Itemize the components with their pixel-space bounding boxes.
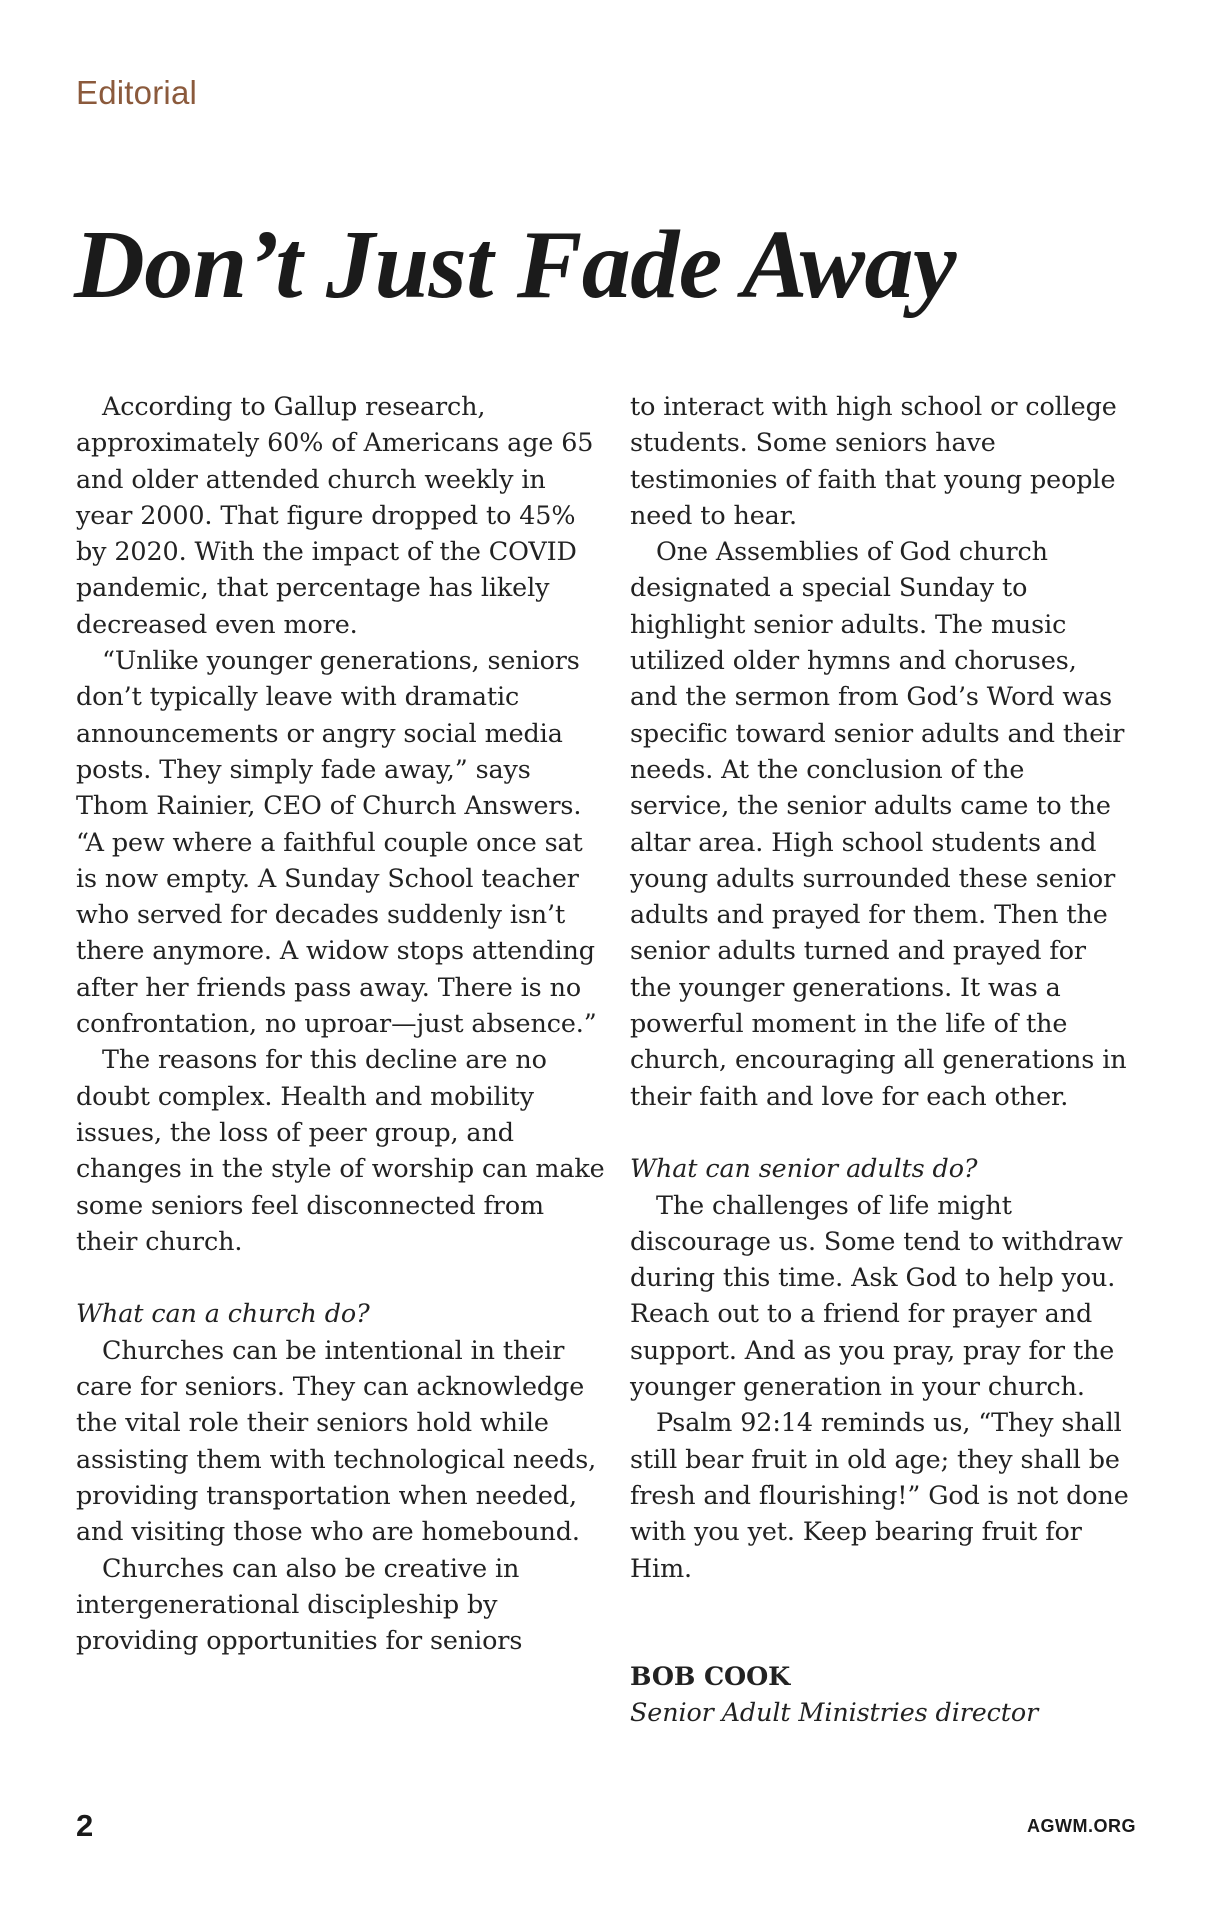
paragraph-continued: to interact with high school or college students. Some seniors have testimonies of faith that young people need to hear. <box>630 391 1117 530</box>
author-name: BOB COOK <box>630 1660 791 1691</box>
paragraph: According to Gallup research, approximately 60% of Americans age 65 and older attended church weekly in year 2000. That figure dropped to 45% by 2020. With the impact of the COVID pandemic, that percentage has likely decreased even more. <box>76 391 594 639</box>
article-title: Don’t Just Fade Away <box>74 211 957 319</box>
subheading: What can senior adults do? <box>630 1153 978 1184</box>
footer-website: AGWM.ORG <box>1027 1816 1136 1836</box>
paragraph: One Assemblies of God church designated a special Sunday to highlight senior adults. The music utilized older hymns and choruses, and the sermon from God’s Word was specific toward senior adults and their needs. At the conclusion of the service, the senior adults came to the altar area. High school students and young adults surrounded these senior adults and prayed for them. Then the senior adults turned and prayed for the younger generations. It was a powerful moment in the life of the church, encouraging all generations in their faith and love for each other. <box>630 536 1127 1111</box>
paragraph: Churches can be intentional in their care for seniors. They can acknowledge the vital role their seniors hold while assisting them with technological needs, providing transportation when needed, and visiting those who are homebound. <box>76 1334 597 1547</box>
right-column <box>630 388 1130 1730</box>
left-column <box>76 388 606 1658</box>
paragraph: “Unlike younger generations, seniors don’t typically leave with dramatic announcements or angry social media posts. They simply fade away,” says Thom Rainier, CEO of Church Answers. “A pew where a faithful couple once sat is now empty. A Sunday School teacher who served for decades suddenly isn’t there anymore. A widow stops attending after her friends pass away. There is no confrontation, no uproar—just absence.” <box>76 645 597 1039</box>
page-number: 2 <box>76 1808 94 1843</box>
subheading: What can a church do? <box>76 1298 370 1329</box>
paragraph: Psalm 92:14 reminds us, “They shall still bear fruit in old age; they shall be fresh and flourishing!” God is not done with you yet. Keep bearing fruit for Him. <box>630 1407 1129 1583</box>
paragraph: Churches can also be creative in intergenerational discipleship by providing opportunities for seniors <box>76 1552 523 1656</box>
paragraph: The reasons for this decline are no doubt complex. Health and mobility issues, the loss of peer group, and changes in the style of worship can make some seniors feel disconnected from their church. <box>76 1044 605 1256</box>
section-label: Editorial <box>76 74 198 111</box>
author-role: Senior Adult Ministries director <box>630 1697 1039 1728</box>
paragraph: The challenges of life might discourage us. Some tend to withdraw during this time. Ask God to help you. Reach out to a friend for prayer and support. And as you pray, pray for the younger generation in your church. <box>630 1189 1123 1402</box>
